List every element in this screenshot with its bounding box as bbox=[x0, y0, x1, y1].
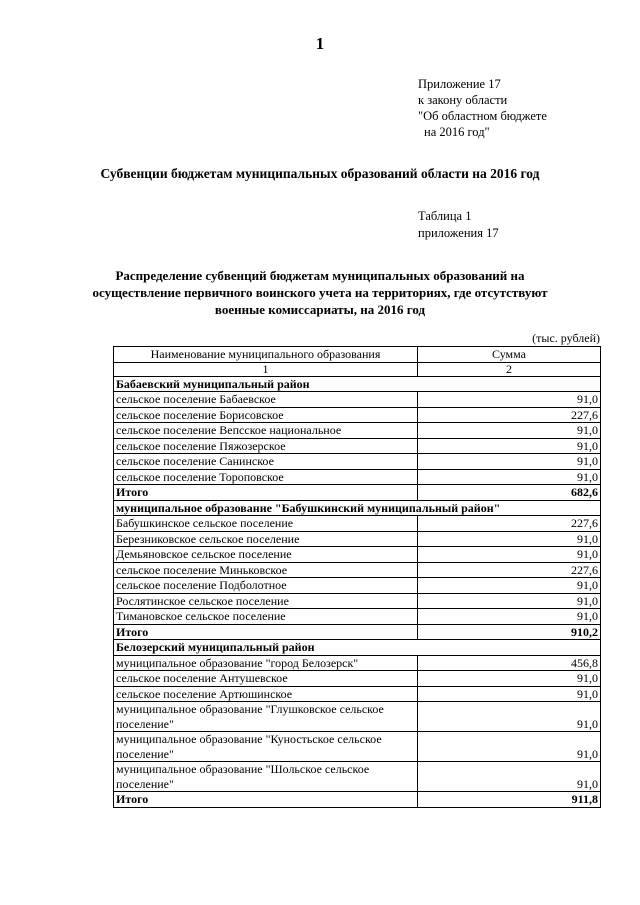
table-row bbox=[114, 671, 601, 687]
table-row bbox=[114, 531, 601, 547]
municipality-name: сельское поселение Санинское bbox=[114, 454, 418, 470]
appendix-line: на 2016 год" bbox=[424, 125, 490, 139]
municipality-name: муниципальное образование "город Белозерск" bbox=[114, 655, 418, 671]
total-row bbox=[114, 792, 601, 808]
subvention-sum: 91,0 bbox=[418, 671, 601, 687]
total-label: Итого bbox=[114, 624, 418, 640]
header-name: Наименование муниципального образования bbox=[114, 347, 418, 363]
subvention-sum: 91,0 bbox=[418, 593, 601, 609]
header-row bbox=[114, 347, 601, 363]
subvention-sum: 91,0 bbox=[418, 454, 601, 470]
municipality-name: Тимановское сельское поселение bbox=[114, 609, 418, 625]
municipality-name: Березниковское сельское поселение bbox=[114, 531, 418, 547]
table-row bbox=[114, 438, 601, 454]
subvention-sum: 91,0 bbox=[418, 438, 601, 454]
municipality-name: сельское поселение Борисовское bbox=[114, 407, 418, 423]
municipality-name: Демьяновское сельское поселение bbox=[114, 547, 418, 563]
group-title: муниципальное образование "Бабушкинский муниципальный район" bbox=[114, 500, 601, 516]
group-header-row bbox=[114, 376, 601, 392]
table-row bbox=[114, 454, 601, 470]
subvention-sum: 91,0 bbox=[418, 469, 601, 485]
table-row bbox=[114, 732, 601, 762]
appendix-line: к закону области bbox=[418, 93, 508, 107]
subvention-sum: 91,0 bbox=[418, 609, 601, 625]
table-row bbox=[114, 547, 601, 563]
table-row bbox=[114, 655, 601, 671]
total-sum: 682,6 bbox=[418, 485, 601, 501]
subvention-sum: 91,0 bbox=[418, 531, 601, 547]
total-row bbox=[114, 624, 601, 640]
table-row bbox=[114, 469, 601, 485]
municipality-name: сельское поселение Бабаевское bbox=[114, 392, 418, 408]
subvention-sum: 91,0 bbox=[418, 392, 601, 408]
table-row bbox=[114, 593, 601, 609]
subvention-sum: 227,6 bbox=[418, 562, 601, 578]
subvention-sum: 91,0 bbox=[418, 578, 601, 594]
table-reference bbox=[418, 208, 499, 242]
group-title: Белозерский муниципальный район bbox=[114, 640, 601, 656]
subvention-sum: 91,0 bbox=[418, 547, 601, 563]
subvention-sum: 91,0 bbox=[418, 732, 601, 762]
subvention-sum: 91,0 bbox=[418, 702, 601, 732]
municipality-name: сельское поселение Артюшинское bbox=[114, 686, 418, 702]
municipality-name: муниципальное образование "Глушковское сельское поселение" bbox=[114, 702, 418, 732]
header-sum: Сумма bbox=[418, 347, 601, 363]
group-header-row bbox=[114, 640, 601, 656]
document-title: Субвенции бюджетам муниципальных образований области на 2016 год bbox=[100, 166, 540, 181]
municipality-name: сельское поселение Пяжозерское bbox=[114, 438, 418, 454]
subvention-sum: 91,0 bbox=[418, 423, 601, 439]
municipality-name: Бабушкинское сельское поселение bbox=[114, 516, 418, 532]
table-row bbox=[114, 423, 601, 439]
municipality-name: Рослятинское сельское поселение bbox=[114, 593, 418, 609]
table-subtitle bbox=[90, 267, 550, 318]
appendix-block bbox=[418, 76, 547, 140]
municipality-name: сельское поселение Миньковское bbox=[114, 562, 418, 578]
table-ref-line: Таблица 1 bbox=[418, 209, 472, 223]
subvention-sum: 227,6 bbox=[418, 407, 601, 423]
table-row bbox=[114, 762, 601, 792]
subvention-sum: 91,0 bbox=[418, 762, 601, 792]
column-number-sum: 2 bbox=[418, 362, 601, 376]
table-row bbox=[114, 516, 601, 532]
column-number-name: 1 bbox=[114, 362, 418, 376]
subtitle-line: осуществление первичного воинского учета на территориях, где отсутствуют bbox=[92, 285, 548, 300]
total-sum: 910,2 bbox=[418, 624, 601, 640]
table-body bbox=[114, 347, 601, 808]
subtitle-line: военные комиссариаты, на 2016 год bbox=[214, 302, 426, 317]
subvention-table bbox=[113, 346, 601, 808]
group-title: Бабаевский муниципальный район bbox=[114, 376, 601, 392]
subvention-sum: 227,6 bbox=[418, 516, 601, 532]
units-note: (тыс. рублей) bbox=[532, 331, 600, 345]
municipality-name: сельское поселение Подболотное bbox=[114, 578, 418, 594]
total-sum: 911,8 bbox=[418, 792, 601, 808]
page-number: 1 bbox=[315, 34, 325, 53]
subvention-sum: 91,0 bbox=[418, 686, 601, 702]
table-row bbox=[114, 407, 601, 423]
total-label: Итого bbox=[114, 485, 418, 501]
table-row bbox=[114, 392, 601, 408]
table-row bbox=[114, 609, 601, 625]
table-row bbox=[114, 578, 601, 594]
subvention-sum: 456,8 bbox=[418, 655, 601, 671]
subtitle-line: Распределение субвенций бюджетам муниципальных образований на bbox=[115, 268, 525, 283]
table-row bbox=[114, 702, 601, 732]
table-ref-line: приложения 17 bbox=[418, 226, 499, 240]
appendix-line: "Об областном бюджете bbox=[418, 109, 547, 123]
municipality-name: сельское поселение Тороповское bbox=[114, 469, 418, 485]
column-number-row bbox=[114, 362, 601, 376]
total-label: Итого bbox=[114, 792, 418, 808]
total-row bbox=[114, 485, 601, 501]
municipality-name: муниципальное образование "Шольское сельское поселение" bbox=[114, 762, 418, 792]
municipality-name: сельское поселение Вепсское национальное bbox=[114, 423, 418, 439]
municipality-name: муниципальное образование "Куностьское сельское поселение" bbox=[114, 732, 418, 762]
table-row bbox=[114, 562, 601, 578]
appendix-line: Приложение 17 bbox=[418, 77, 501, 91]
table-row bbox=[114, 686, 601, 702]
group-header-row bbox=[114, 500, 601, 516]
municipality-name: сельское поселение Антушевское bbox=[114, 671, 418, 687]
